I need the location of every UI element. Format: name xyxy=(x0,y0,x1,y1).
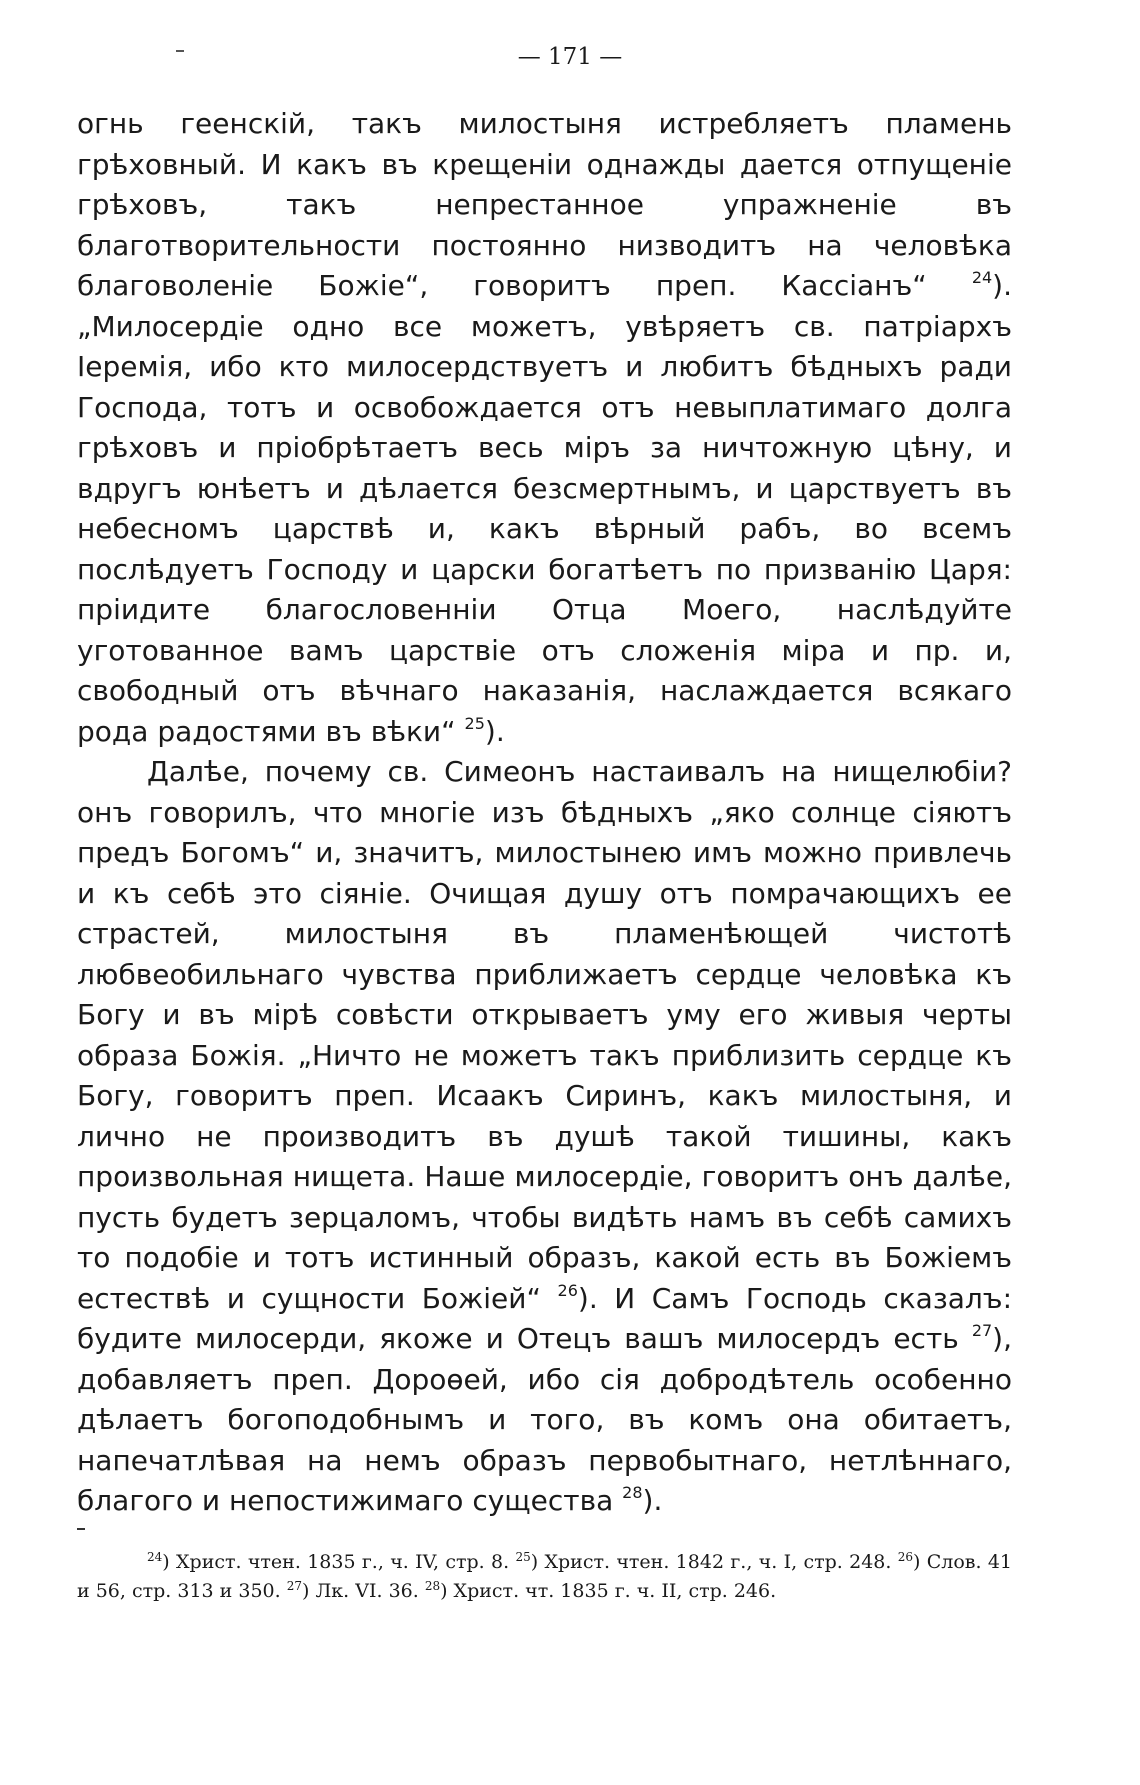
footnote-mark-24: 24 xyxy=(147,1550,163,1564)
footnote-25: ) Христ. чтен. 1842 г., ч. I, стр. 248. xyxy=(530,1551,898,1573)
footnote-ref-24[interactable]: 24 xyxy=(971,268,993,287)
footnote-ref-28[interactable]: 28 xyxy=(622,1483,643,1502)
footnote-24: ) Христ. чтен. 1835 г., ч. IV, стр. 8. xyxy=(162,1551,516,1573)
footnote-separator xyxy=(77,1528,85,1530)
paragraph-1-part-1: огнь геенскій, такъ милостыня истребляетъ пламень грѣховный. И какъ въ крещеніи однажды дается отпущеніе грѣховъ, такъ непрестанное упражненіе въ благотворительности постоянно низводитъ на человѣка благоволеніе Божіе“, говоритъ преп. Кассіанъ“ xyxy=(77,107,1012,302)
page-number: — 171 — xyxy=(517,44,623,70)
footnote-mark-26: 26 xyxy=(897,1550,914,1564)
footnote-ref-26[interactable]: 26 xyxy=(557,1280,578,1300)
paragraph-2-part-1: Далѣе, почему св. Симеонъ настаивалъ на нищелюбіи? онъ говорилъ, что многіе изъ бѣдныхъ „яко солнце сіяютъ предъ Богомъ“ и, значитъ, милостынею имъ можно привлечь и къ себѣ это сіяніе. Очищая душу отъ помрачающихъ ее страстей, милостыня въ пламенѣющей чистотѣ любвеобильнаго чувства приближаетъ сердце человѣка къ Богу и въ мірѣ совѣсти открываетъ уму его живыя черты образа Божія. „Ничто не можетъ такъ приблизить сердце къ Богу, говоритъ преп. Исаакъ Сиринъ, какъ милостыня, и лично не производитъ въ душѣ такой тишины, какъ произвольная нищета. Наше милосердіе, говоритъ онъ далѣе, пусть будетъ зерцаломъ, чтобы видѣть намъ въ себѣ самихъ то подобіе и тотъ истинный образъ, какой есть въ Божіемъ естествѣ и сущности Божіей“ xyxy=(77,755,1012,1315)
paragraph-2-part-2: ). И Самъ Господь сказалъ: будите милосерди, якоже и Отецъ вашъ милосердъ есть xyxy=(77,1281,1012,1355)
footnote-28: ) Христ. чт. 1835 г. ч. II, стр. 246. xyxy=(440,1580,777,1602)
footnote-ref-25[interactable]: 25 xyxy=(464,713,485,733)
paragraph-2-part-4: ). xyxy=(642,1484,663,1517)
footnote-26: ) Слов. 41 и 56, стр. 313 и 350. xyxy=(77,1551,1013,1602)
footnote-27: ) Лк. VI. 36. xyxy=(302,1580,425,1602)
paragraph-1-part-2: ). „Милосердіе одно все можетъ, увѣряетъ св. патріархъ Іеремія, ибо кто милосердствуетъ и любитъ бѣдныхъ ради Господа, тотъ и освобождается отъ невыплатимаго долга грѣховъ и пріобрѣтаетъ весь міръ за ничтожную цѣну, и вдругъ юнѣетъ и дѣлается безсмертнымъ, и царствуетъ въ небесномъ царствѣ и, какъ вѣрный рабъ, во всемъ послѣдуетъ Господу и царски богатѣетъ по призванію Царя: пріидите благословенніи Отца Моего, наслѣдуйте уготованное вамъ царствіе отъ сложенія міра и пр. и, свободный отъ вѣчнаго наказанія, наслаждается всякаго рода радостями въ вѣки“ xyxy=(77,269,1012,748)
footnote-ref-27[interactable]: 27 xyxy=(971,1321,993,1340)
paragraph-1-part-3: ). xyxy=(484,714,505,748)
footnote-mark-27: 27 xyxy=(286,1579,302,1593)
main-text xyxy=(77,104,1012,1522)
footnotes xyxy=(77,1548,1012,1606)
footnote-block xyxy=(77,1548,1012,1606)
footnote-mark-28: 28 xyxy=(424,1579,441,1593)
paragraph-2 xyxy=(77,752,1012,1522)
paragraph-1 xyxy=(77,104,1012,752)
paragraph-2-part-3: ), добавляетъ преп. Дороѳей, ибо сія добродѣтель особенно дѣлаетъ богоподобнымъ и того, въ комъ она обитаетъ, напечатлѣвая на немъ образъ первобытнаго, нетлѣннаго, благого и непостижимаго существа xyxy=(77,1322,1012,1517)
footnote-mark-25: 25 xyxy=(515,1550,531,1564)
